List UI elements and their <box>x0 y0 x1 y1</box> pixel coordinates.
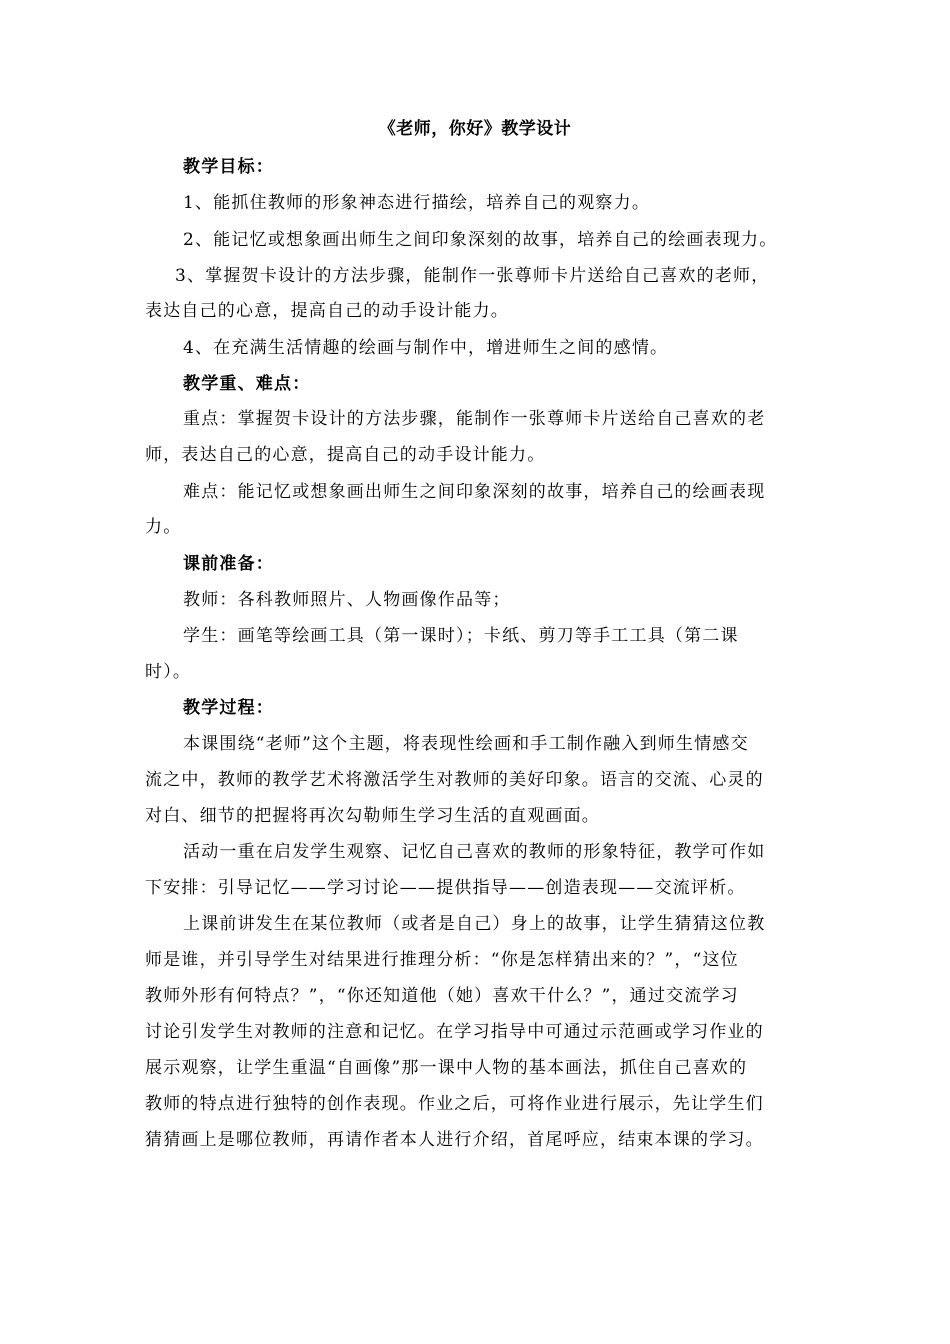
objective-line: 4、在充满生活情趣的绘画与制作中，增进师生之间的感情。 <box>183 338 669 358</box>
objective-line: 3、掌握贺卡设计的方法步骤，能制作一张尊师卡片送给自己喜欢的老师， <box>175 266 770 286</box>
process-line: 教师外形有何特点？”，“你还知道他（她）喜欢干什么？”，通过交流学习 <box>145 986 739 1006</box>
process-line: 猜猜画上是哪位教师，再请作者本人进行介绍，首尾呼应，结束本课的学习。 <box>145 1130 764 1150</box>
process-heading: 教学过程： <box>183 698 274 718</box>
process-line: 讨论引发学生对教师的注意和记忆。在学习指导中可通过示范画或学习作业的 <box>145 1022 764 1042</box>
key-point-line: 难点：能记忆或想象画出师生之间印象深刻的故事，培养自己的绘画表现 <box>183 482 766 502</box>
process-line: 教师的特点进行独特的创作表现。作业之后，可将作业进行展示，先让学生们 <box>145 1094 764 1114</box>
key-point-line: 重点：掌握贺卡设计的方法步骤，能制作一张尊师卡片送给自己喜欢的老 <box>183 409 766 429</box>
process-line: 本课围绕“老师”这个主题，将表现性绘画和手工制作融入到师生情感交 <box>183 734 749 754</box>
preparation-line: 学生：画笔等绘画工具（第一课时）；卡纸、剪刀等手工工具（第二课 <box>183 626 739 646</box>
process-line: 上课前讲发生在某位教师（或者是自己）身上的故事，让学生猜猜这位教 <box>183 914 766 934</box>
process-line: 下安排：引导记忆——学习讨论——提供指导——创造表现——交流评析。 <box>145 878 746 898</box>
process-line: 对白、细节的把握将再次勾勒师生学习生活的直观画面。 <box>145 806 600 826</box>
objective-line: 2、能记忆或想象画出师生之间印象深刻的故事，培养自己的绘画表现力。 <box>183 230 778 250</box>
process-line: 活动一重在启发学生观察、记忆自己喜欢的教师的形象特征，教学可作如 <box>183 842 766 862</box>
preparation-line: 时）。 <box>145 662 192 682</box>
key-point-line: 力。 <box>145 517 182 537</box>
process-line: 流之中，教师的教学艺术将激活学生对教师的美好印象。语言的交流、心灵的 <box>145 770 764 790</box>
process-line: 师是谁，并引导学生对结果进行推理分析：“你是怎样猜出来的？”，“这位 <box>145 950 739 970</box>
process-line: 展示观察，让学生重温“自画像”那一课中人物的基本画法，抓住自己喜欢的 <box>145 1058 748 1078</box>
document-title: 《老师，你好》教学设计 <box>378 119 572 139</box>
key-point-line: 师，表达自己的心意，提高自己的动手设计能力。 <box>145 445 546 465</box>
objective-line: 1、能抓住教师的形象神态进行描绘，培养自己的观察力。 <box>183 193 651 213</box>
key-points-heading: 教学重、难点： <box>183 374 311 394</box>
preparation-heading: 课前准备： <box>183 554 274 574</box>
objective-line: 表达自己的心意，提高自己的动手设计能力。 <box>145 301 509 321</box>
objectives-heading: 教学目标： <box>183 157 274 177</box>
preparation-line: 教师：各科教师照片、人物画像作品等； <box>183 590 511 610</box>
